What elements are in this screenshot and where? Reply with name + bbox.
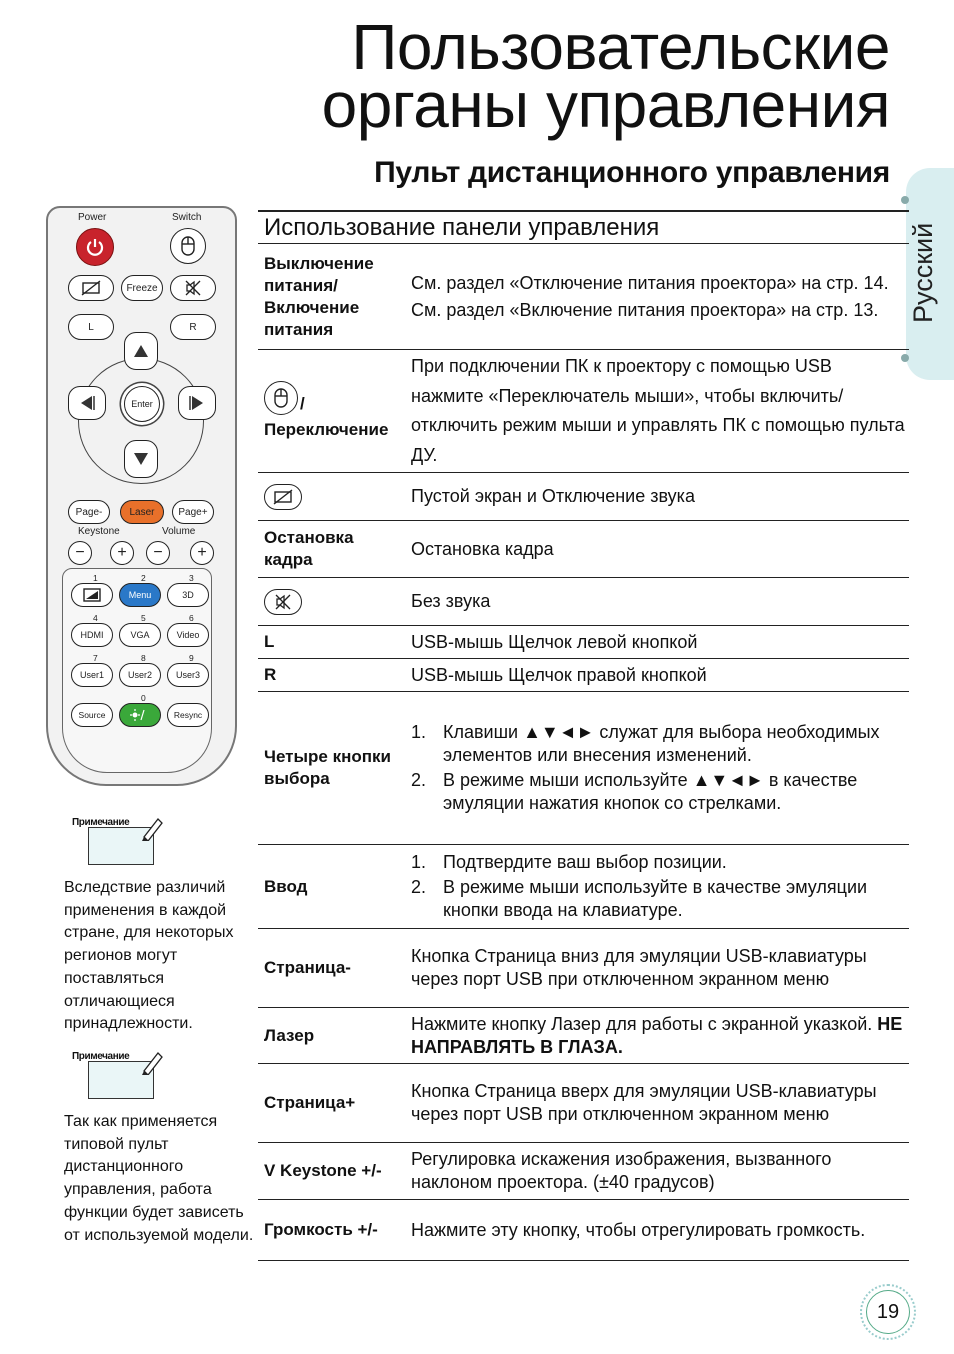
r-button: R bbox=[170, 314, 216, 340]
note-text: Вследствие различий применения в каждой стране, для некоторых регионов могут поставляться отличающиеся принадлежности. bbox=[64, 879, 234, 1033]
row-value: Нажмите кнопку Лазер для работы с экранной указкой. НЕ НАПРАВЛЯТЬ В ГЛАЗА. bbox=[411, 1013, 903, 1057]
table-row bbox=[258, 1064, 909, 1143]
table-row bbox=[258, 578, 909, 626]
user1-button: User1 bbox=[71, 663, 113, 687]
page-plus-button: Page+ bbox=[172, 500, 214, 524]
row-value-line: См. раздел «Включение питания проектора» на стр. 13. bbox=[411, 299, 879, 320]
table-row bbox=[258, 845, 909, 929]
row-key bbox=[258, 578, 409, 625]
num-9: 9 bbox=[189, 653, 194, 663]
row-key: Четыре кнопки выбора bbox=[264, 747, 391, 788]
mute-button bbox=[170, 275, 216, 301]
list-item: 1. Подтвердите ваш выбор позиции. bbox=[411, 852, 727, 872]
sleep-button bbox=[119, 703, 161, 727]
table-row bbox=[258, 521, 909, 578]
mouse-switch-button bbox=[170, 228, 206, 264]
table-heading: Использование панели управления bbox=[258, 210, 909, 244]
sun-moon-icon bbox=[129, 708, 151, 722]
user2-button: User2 bbox=[119, 663, 161, 687]
row-value bbox=[409, 244, 909, 349]
menu-button: Menu bbox=[119, 583, 161, 607]
laser-button: Laser bbox=[120, 500, 164, 524]
keystone-label: Keystone bbox=[78, 526, 120, 537]
row-value: Пустой экран и Отключение звука bbox=[411, 486, 695, 506]
power-button bbox=[76, 228, 114, 266]
blank-button bbox=[68, 275, 114, 301]
page-title-line2: органы управления bbox=[321, 69, 890, 141]
page-title-line1: Пользовательские bbox=[351, 11, 890, 83]
mute-icon bbox=[184, 280, 202, 296]
row-value: Кнопка Страница вниз для эмуляции USB-клавиатуры через порт USB при отключенном экранном меню bbox=[411, 946, 867, 989]
table-row bbox=[258, 244, 909, 350]
num-8: 8 bbox=[141, 653, 146, 663]
l-button: L bbox=[68, 314, 114, 340]
volume-plus-button: + bbox=[190, 541, 214, 565]
language-label: Русский bbox=[908, 222, 938, 324]
row-key bbox=[258, 473, 409, 520]
row-key: L bbox=[264, 632, 275, 651]
note-label: Примечание bbox=[72, 1051, 130, 1062]
row-value: Нажмите эту кнопку, чтобы отрегулировать громкость. bbox=[411, 1219, 866, 1240]
row-key: V Keystone +/- bbox=[264, 1161, 382, 1180]
number-pad bbox=[62, 568, 212, 773]
row-value: USB-мышь Щелчок левой кнопкой bbox=[411, 631, 698, 652]
down-arrow-icon bbox=[133, 452, 149, 466]
volume-minus-button: − bbox=[146, 541, 170, 565]
table-row bbox=[258, 350, 909, 473]
keystone-plus-button: + bbox=[110, 541, 134, 565]
row-key: R bbox=[264, 665, 277, 684]
row-key: Лазер bbox=[264, 1025, 315, 1045]
num-2: 2 bbox=[141, 573, 146, 583]
row-key-text: Переключение bbox=[264, 420, 389, 439]
right-button bbox=[178, 386, 216, 420]
row-key: Страница+ bbox=[264, 1093, 356, 1112]
row-value: Регулировка искажения изображения, вызванного наклоном проектора. (±40 градусов) bbox=[411, 1149, 832, 1192]
table-row bbox=[258, 1143, 909, 1200]
laser-warning: НЕ НАПРАВЛЯТЬ В ГЛАЗА. bbox=[411, 1013, 903, 1057]
row-key: Выключение питания/ Включение питания bbox=[264, 253, 374, 339]
blank-screen-icon bbox=[264, 484, 302, 510]
table-row bbox=[258, 692, 909, 845]
page-number: 19 bbox=[866, 1290, 910, 1334]
num-7: 7 bbox=[93, 653, 98, 663]
page-minus-button: Page- bbox=[68, 500, 110, 524]
list-item: 2. В режиме мыши используйте в качестве эмуляции кнопки ввода на клавиатуре. bbox=[411, 877, 868, 920]
row-value: Кнопка Страница вверх для эмуляции USB-клавиатуры через порт USB при отключенном экранном меню bbox=[411, 1081, 877, 1124]
source-button: Source bbox=[71, 703, 113, 727]
left-arrow-icon bbox=[79, 395, 95, 411]
list-item: 1. Клавиши ▲▼◄► служат для выбора необходимых элементов или внесения изменений. bbox=[411, 722, 880, 765]
list-item: 2. В режиме мыши используйте ▲▼◄► в качестве эмуляции нажатия кнопок со стрелками. bbox=[411, 770, 858, 813]
num-6: 6 bbox=[189, 613, 194, 623]
mouse-icon bbox=[181, 236, 195, 256]
mouse-icon bbox=[264, 381, 298, 415]
blank-screen-icon bbox=[80, 280, 102, 296]
table-row bbox=[258, 1008, 909, 1064]
num-1: 1 bbox=[93, 573, 98, 583]
left-button bbox=[68, 386, 106, 420]
power-label: Power bbox=[78, 212, 107, 223]
3d-button: 3D bbox=[167, 583, 209, 607]
row-value: Без звука bbox=[411, 591, 491, 611]
table-row bbox=[258, 659, 909, 692]
row-key bbox=[258, 350, 409, 472]
row-key: Остановка кадра bbox=[264, 528, 354, 569]
vga-button: VGA bbox=[119, 623, 161, 647]
table-row bbox=[258, 929, 909, 1008]
down-button bbox=[124, 440, 158, 478]
note-icon bbox=[68, 815, 163, 865]
row-value: USB-мышь Щелчок правой кнопкой bbox=[411, 664, 707, 685]
aspect-button bbox=[71, 583, 113, 607]
enter-button: Enter bbox=[124, 386, 160, 422]
num-5: 5 bbox=[141, 613, 146, 623]
note-text: Так как применяется типовой пульт дистанционного управления, работа функции будет зависеть от используемой модели. bbox=[64, 1113, 254, 1244]
row-value: При подключении ПК к проектору с помощью USB нажмите «Переключатель мыши», чтобы включить/отключить режим мыши и управлять ПК с помощью пульта ДУ. bbox=[411, 356, 905, 465]
row-key: Ввод bbox=[264, 876, 308, 896]
up-arrow-icon bbox=[133, 344, 149, 358]
resync-button: Resync bbox=[167, 703, 209, 727]
row-value bbox=[409, 845, 909, 928]
table-row bbox=[258, 626, 909, 659]
mute-icon bbox=[264, 589, 302, 615]
note-label: Примечание bbox=[72, 817, 130, 828]
row-value bbox=[409, 692, 909, 844]
keystone-minus-button: − bbox=[68, 541, 92, 565]
freeze-button: Freeze bbox=[121, 275, 163, 301]
row-value: Остановка кадра bbox=[411, 538, 554, 559]
power-icon bbox=[85, 237, 105, 257]
num-3: 3 bbox=[189, 573, 194, 583]
user3-button: User3 bbox=[167, 663, 209, 687]
page-subtitle: Пульт дистанционного управления bbox=[374, 156, 890, 189]
row-key: Страница- bbox=[264, 958, 351, 977]
key-slash: / bbox=[300, 394, 305, 413]
video-button: Video bbox=[167, 623, 209, 647]
row-value-line: См. раздел «Отключение питания проектора» на стр. 14. bbox=[411, 272, 889, 293]
num-4: 4 bbox=[93, 613, 98, 623]
language-tab bbox=[906, 168, 954, 380]
right-arrow-icon bbox=[189, 395, 205, 411]
aspect-ratio-icon bbox=[83, 588, 101, 602]
switch-label: Switch bbox=[172, 212, 202, 223]
remote-control-illustration bbox=[46, 206, 237, 786]
pen-icon bbox=[140, 815, 164, 841]
table-row bbox=[258, 1200, 909, 1261]
page-header bbox=[250, 11, 890, 190]
hdmi-button: HDMI bbox=[71, 623, 113, 647]
control-panel-table bbox=[258, 210, 909, 1261]
num-0: 0 bbox=[141, 693, 146, 703]
up-button bbox=[124, 332, 158, 370]
table-row bbox=[258, 473, 909, 521]
volume-label: Volume bbox=[162, 526, 196, 537]
note-icon bbox=[68, 1049, 163, 1099]
pen-icon bbox=[140, 1049, 164, 1075]
row-key: Громкость +/- bbox=[264, 1220, 378, 1239]
